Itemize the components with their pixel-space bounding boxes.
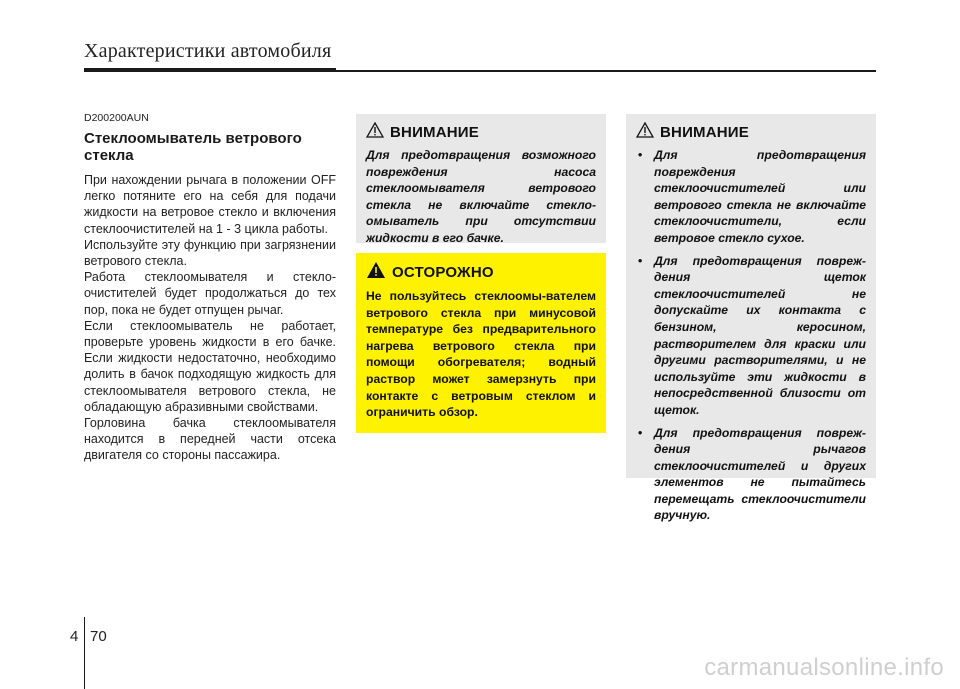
caution-box-freezing — [356, 253, 606, 433]
warning-bullet-item — [636, 253, 866, 419]
body-paragraph: Используйте эту функцию при загрязнении ветрового стекла. — [84, 237, 336, 269]
page-chapter-number: 4 — [70, 628, 79, 645]
section-title: Стеклоомыватель ветрового стекла — [84, 130, 302, 164]
page-header-title: Характеристики автомобиля — [84, 40, 332, 62]
section-body — [84, 172, 336, 464]
warning-box-wipers — [626, 114, 876, 523]
section-code: D200200AUN — [84, 112, 149, 124]
body-paragraph: При нахождении рычага в положении OFF легко потяните его на себя для подачи жидкости на ветровое стекло и включения стеклоочистителей на 1 - 3 цикла работы. — [84, 173, 336, 236]
bullet-dot-icon: • — [638, 253, 643, 268]
warning-box-header — [366, 122, 596, 143]
body-paragraph: Горловина бачка стеклоомывателя находится в передней части отсека двигателя со стороны пассажира. — [84, 416, 336, 463]
body-paragraph: Работа стеклоомывателя и стекло-очистителей будет продолжаться до тех пор, пока не будет отпущен рычаг. — [84, 270, 336, 317]
footer-divider — [84, 617, 85, 689]
warning-box-header — [636, 122, 866, 143]
caution-box-title: ОСТОРОЖНО — [392, 264, 494, 281]
caution-box-header — [366, 261, 596, 284]
caution-triangle-icon — [366, 261, 386, 284]
header-rule-thin — [336, 70, 876, 72]
warning-box-title: ВНИМАНИЕ — [390, 124, 479, 141]
bullet-dot-icon: • — [638, 148, 643, 162]
header-rule-thick — [84, 68, 336, 72]
left-column — [84, 112, 336, 464]
warning-triangle-icon — [366, 122, 384, 143]
warning-triangle-icon — [636, 122, 654, 143]
warning-bullet-text: Для предотвращения повреждения стеклоочистителей или ветрового стекла не включайте стеклоочистители, если ветровое стекло сухое. — [654, 148, 866, 245]
body-paragraph: Если стеклоомыватель не работает, проверьте уровень жидкости в его бачке. Если жидкости недостаточно, необходимо долить в бачок подходящую жидкость для стеклоомывателя ветрового стекла, не обладающую абразивными свойствами. — [84, 318, 336, 414]
warning-bullet-text: Для предотвращения повреж-дения щеток стеклоочистителей не допускайте их контакта с бензином, керосином, растворителем для краски или другими растворителями, и не используйте эти жидкости в непосредственной близости от щеток. — [654, 253, 866, 417]
watermark: carmanualsonline.info — [704, 654, 944, 681]
caution-box-text: Не пользуйтесь стеклоомы-вателем ветрового стекла при минусовой температуре без предварительного нагрева ветрового стекла при помощи обогревателя; водный раствор может замерзнуть при контакте с ветровым стеклом и ограничить обзор. — [366, 289, 596, 420]
warning-box-washer — [356, 114, 606, 243]
warning-box-title: ВНИМАНИЕ — [660, 124, 749, 141]
warning-box-text: Для предотвращения возможного повреждения насоса стеклоомывателя ветрового стекла не включайте стекло-омыватель при отсутствии жидкости в его бачке. — [366, 148, 596, 245]
warning-bullet-text: Для предотвращения повреж-дения рычагов стеклоочистителей и других элементов не пытайтесь перемещать стеклоочистители вручную. — [654, 425, 866, 523]
page-number: 70 — [90, 628, 107, 645]
bullet-dot-icon: • — [638, 425, 643, 440]
warning-bullet-item — [636, 425, 866, 525]
warning-bullet-item — [636, 147, 866, 247]
warning-bullet-list — [636, 147, 866, 524]
